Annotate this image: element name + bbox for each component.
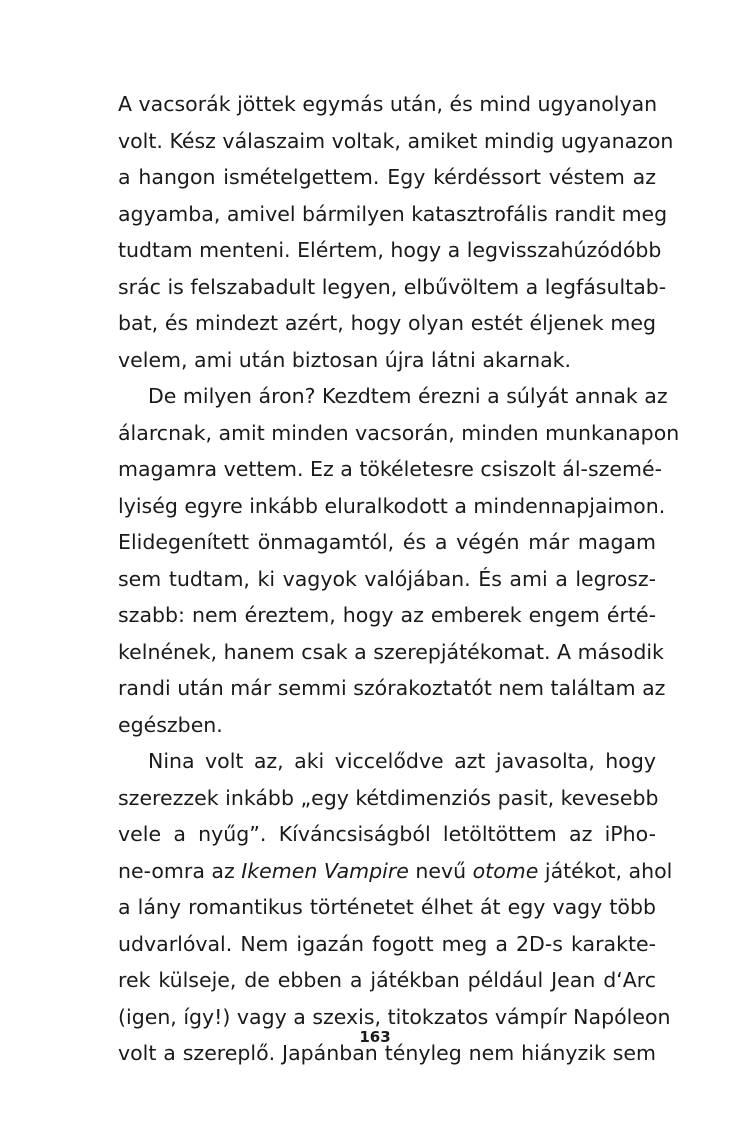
text-line: szabb: nem éreztem, hogy az emberek engem érté- (118, 603, 656, 627)
text-line: szerezzek inkább „egy kétdimenziós pasit, kevesebb (118, 785, 659, 810)
text-line: a hangon ismételgettem. Egy kérdéssort véstem az (118, 165, 656, 189)
text-line: De milyen áron? Kezdtem érezni a súlyát annak az (148, 384, 668, 408)
text-line: rek külseje, de ebben a játékban például Jean d‘Arc (118, 968, 656, 992)
text-line: A vacsorák jöttek egymás után, és mind ugyanolyan (118, 92, 658, 116)
text-line: volt a szereplő. Japánban tényleg nem hiányzik sem (118, 1041, 656, 1065)
text-line (118, 853, 673, 890)
page-number: 163 (359, 1028, 391, 1046)
text-line: álarcnak, amit minden vacsorán, minden munkanapon (118, 420, 680, 445)
genre-term: otome (472, 858, 539, 883)
text-fragment: nevű (408, 858, 473, 883)
game-title: Ikemen Vampire (241, 858, 409, 883)
text-fragment: játékot, ahol (538, 858, 673, 883)
text-fragment: ne-omra az (118, 858, 242, 883)
text-line: vele a nyűg”. Kíváncsiságból letöltöttem az iPho- (118, 822, 656, 846)
text-line: (igen, így!) vagy a szexis, titokzatos vámpír Napóleon (118, 1004, 671, 1029)
text-line: lyiség egyre inkább eluralkodott a mindennapjaimon. (118, 493, 666, 518)
text-line: tudtam menteni. Elértem, hogy a legvisszahúzódóbb (118, 238, 662, 262)
text-line: bat, és mindezt azért, hogy olyan estét éljenek meg (118, 311, 656, 335)
body-text (118, 86, 680, 1072)
text-line: volt. Kész válaszaim voltak, amiket mindig ugyanazon (118, 128, 674, 153)
text-line: kelnének, hanem csak a szerepjátékomat. A második (118, 639, 664, 664)
text-line: randi után már semmi szórakoztatót nem találtam az (118, 676, 666, 700)
text-line: srác is felszabadult legyen, elbűvöltem a legfásultab- (118, 274, 667, 299)
text-line: a lány romantikus történetet élhet át egy vagy több (118, 895, 656, 919)
text-line: agyamba, amivel bármilyen katasztrofális randit meg (118, 201, 668, 226)
text-line: magamra vettem. Ez a tökéletesre csiszolt ál-szemé- (118, 457, 662, 481)
text-line: sem tudtam, ki vagyok valójában. És ami a legrosz- (118, 566, 656, 591)
text-line: Elidegenített önmagamtól, és a végén már magam (118, 530, 656, 554)
text-line: egészben. (118, 712, 223, 737)
text-line: Nina volt az, aki viccelődve azt javasolta, hogy (148, 749, 656, 773)
text-line: udvarlóval. Nem igazán fogott meg a 2D-s karakte- (118, 931, 656, 956)
text-line: velem, ami után biztosan újra látni akarnak. (118, 347, 572, 372)
